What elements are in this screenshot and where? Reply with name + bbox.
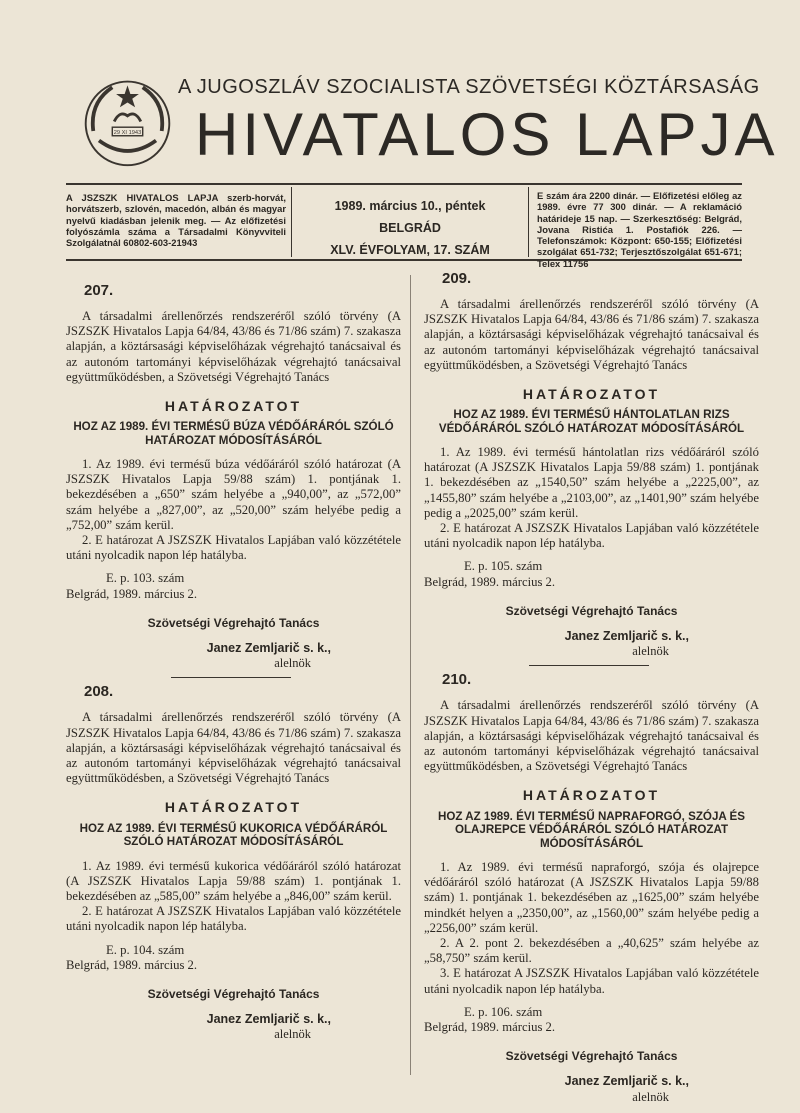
decree-date: Belgrád, 1989. március 2. <box>66 586 198 601</box>
decree-date: Belgrád, 1989. március 2. <box>424 1019 556 1034</box>
state-emblem-icon <box>80 74 175 169</box>
decree-date: Belgrád, 1989. március 2. <box>66 957 198 972</box>
decree-signer: Janez Zemljarič s. k., <box>206 1012 331 1027</box>
decree-paragraph: 2. E határozat A JSZSZK Hivatalos Lapjában való közzététele utáni nyolcadik napon lép hatályba. <box>66 904 401 934</box>
issue-date: 1989. március 10., péntek <box>334 199 486 213</box>
decree-signer-role: alelnök <box>274 1027 311 1042</box>
decree-subject: HOZ AZ 1989. ÉVI TERMÉSŰ NAPRAFORGÓ, SZÓJA ÉS OLAJREPCE VÉDŐÁRÁRÓL SZÓLÓ HATÁROZAT MÓDOSÍTÁSÁRÓL <box>437 809 746 850</box>
decree-paragraph: 1. Az 1989. évi termésű búza védőáráról szóló határozat (A JSZSZK Hivatalos Lapja 59/88 szám) 1. pontjának 1. bekezdésében a „650” szám helyébe a „940,00”, az „572,00” szám helyébe a „827,00”, az „520,00” szám helyébe pedig a „752,00” szám kerül. <box>66 457 401 532</box>
decree-signer-role: alelnök <box>632 644 669 659</box>
decree-heading: HATÁROZATOT <box>522 386 661 403</box>
decree-number: 210. <box>442 671 472 689</box>
decree-council: Szövetségi Végrehajtó Tanács <box>505 1049 678 1064</box>
decree-item <box>424 672 759 1104</box>
decree-date: Belgrád, 1989. március 2. <box>424 574 556 589</box>
decree-paragraph: 2. E határozat A JSZSZK Hivatalos Lapjában való közzététele utáni nyolcadik napon lép hatályba. <box>424 521 759 551</box>
decree-signer-role: alelnök <box>632 1089 669 1104</box>
gazette-title: HIVATALOS LAPJA <box>195 101 779 168</box>
decree-item <box>66 684 401 1042</box>
issue-info <box>300 195 520 261</box>
decree-paragraph: 1. Az 1989. évi termésű napraforgó, szója és olajrepce védőáráról szóló határozat (A JSZSZK Hivatalos Lapja 59/88 szám) 1. pontjának 1. bekezdésében az „1625,00” szám helyébe mindkét helyen a „2350,00”, az „1560,00” szám helyébe pedig a „2256,00” szám kerül. <box>424 859 759 935</box>
decree-number: 207. <box>84 282 114 299</box>
header-divider-right <box>528 187 529 257</box>
decree-subject: HOZ AZ 1989. ÉVI TERMÉSŰ HÁNTOLATLAN RIZS VÉDŐÁRÁRÓL SZÓLÓ HATÁROZAT MÓDOSÍTÁSÁRÓL <box>438 408 745 435</box>
decree-signer: Janez Zemljarič s. k., <box>206 641 331 656</box>
decree-reference: E. p. 104. szám <box>106 942 185 957</box>
publication-info: A JSZSZK HIVATALOS LAPJA szerb-horvát, horvátszerb, szlovén, macedón, albán és magyar nyelvű kiadásban jelenik meg. — Az előfizetési folyószámla száma a Társadalmi Könyvviteli Szolgálatnál 60802-603-21943 <box>66 192 286 249</box>
decree-signer-role: alelnök <box>274 656 311 671</box>
decree-number: 208. <box>84 683 114 701</box>
header-divider-left <box>291 187 292 257</box>
issue-place: BELGRÁD <box>379 221 441 235</box>
decree-heading: HATÁROZATOT <box>164 398 303 415</box>
decree-council: Szövetségi Végrehajtó Tanács <box>147 615 320 630</box>
issue-volume: XLV. ÉVFOLYAM, 17. SZÁM <box>330 243 490 257</box>
right-column <box>424 271 759 1105</box>
supertitle: A JUGOSZLÁV SZOCIALISTA SZÖVETSÉGI KÖZTÁRSASÁG <box>178 76 760 98</box>
decree-reference: E. p. 106. szám <box>464 1004 543 1019</box>
decree-heading: HATÁROZATOT <box>522 787 661 804</box>
decree-reference: E. p. 103. szám <box>106 571 185 586</box>
decree-paragraph: 1. Az 1989. évi termésű hántolatlan rizs védőáráról szóló határozat (A JSZSZK Hivatalos Lapja 59/88 szám) 1. pontjának 1. bekezdésében az „1540,50” szám helyébe a „2225,00”, az „1455,80” szám helyébe a „2103,00”, az „1401,90” szám helyébe pedig a „2025,00” szám kerül. <box>424 445 759 520</box>
decree-paragraph: 3. E határozat A JSZSZK Hivatalos Lapjában való közzététele utáni nyolcadik napon lép hatályba. <box>424 966 759 996</box>
decree-subject: HOZ AZ 1989. ÉVI TERMÉSŰ BÚZA VÉDŐÁRÁRÓL SZÓLÓ HATÁROZAT MÓDOSÍTÁSÁRÓL <box>73 420 394 447</box>
decree-preamble: A társadalmi árellenőrzés rendszeréről szóló törvény (A JSZSZK Hivatalos Lapja 64/84, 43/86 és 71/86 szám) 7. szakasza alapján, a köztársasági képviselőházak végrehajtó tanácsaival és az autonóm tartományi képviselőházak végrehajtó tanácsaival együttműködésben, a Szövetségi Végrehajtó Tanács <box>66 710 401 786</box>
decree-signer: Janez Zemljarič s. k., <box>564 1074 689 1089</box>
decree-paragraph: 2. E határozat A JSZSZK Hivatalos Lapjában való közzététele utáni nyolcadik napon lép hatályba. <box>66 533 401 563</box>
left-column <box>66 283 401 1043</box>
decree-paragraph: 2. A 2. pont 2. bekezdésében a „40,625” szám helyébe az „58,750” szám kerül. <box>424 935 759 966</box>
decree-reference: E. p. 105. szám <box>464 559 543 574</box>
decree-council: Szövetségi Végrehajtó Tanács <box>505 603 678 618</box>
decree-item <box>66 283 401 678</box>
decree-heading: HATÁROZATOT <box>164 799 303 816</box>
decree-item <box>424 271 759 666</box>
decree-preamble: A társadalmi árellenőrzés rendszeréről szóló törvény (A JSZSZK Hivatalos Lapja 64/84, 43/86 és 71/86 szám) 7. szakasza alapján, a köztársasági képviselőházak végrehajtó tanácsaival és az autonóm tartományi képviselőházak végrehajtó tanácsaival együttműködésben, a Szövetségi Végrehajtó Tanács <box>424 297 759 372</box>
decree-signer: Janez Zemljarič s. k., <box>564 629 689 644</box>
header-top-rule <box>66 183 742 185</box>
column-divider <box>410 275 411 1075</box>
decree-preamble: A társadalmi árellenőrzés rendszeréről szóló törvény (A JSZSZK Hivatalos Lapja 64/84, 43/86 és 71/86 szám) 7. szakasza alapján, a köztársasági képviselőházak végrehajtó tanácsaival és az autonóm tartományi képviselőházak végrehajtó tanácsaival együttműködésben, a Szövetségi Végrehajtó Tanács <box>66 309 401 384</box>
decree-council: Szövetségi Végrehajtó Tanács <box>147 986 320 1001</box>
decree-subject: HOZ AZ 1989. ÉVI TERMÉSŰ KUKORICA VÉDŐÁRÁRÓL SZÓLÓ HATÁROZAT MÓDOSÍTÁSÁRÓL <box>79 821 388 849</box>
emblem-date: 29 XI 1943 <box>113 129 142 136</box>
item-separator <box>171 677 291 678</box>
decree-preamble: A társadalmi árellenőrzés rendszeréről szóló törvény (A JSZSZK Hivatalos Lapja 64/84, 43/86 és 71/86 szám) 7. szakasza alapján, a köztársasági képviselőházak végrehajtó tanácsaival és az autonóm tartományi képviselőházak végrehajtó tanácsaival együttműködésben, a Szövetségi Végrehajtó Tanács <box>424 698 759 774</box>
item-separator <box>529 665 649 666</box>
price-contact-info: E szám ára 2200 dinár. — Előfizetési előleg az 1989. évre 77 300 dinár. — A reklamáció határideje 15 nap. — Szerkesztőség: Belgrád, Jovana Ristića 1. Postafiók 226. — Telefonszámok: Központ: 650-155; Előfizetési szolgálat 651-732; Terjesztőszolgálat 651-671; Telex 11756 <box>537 190 742 269</box>
decree-number: 209. <box>442 270 472 287</box>
decree-paragraph: 1. Az 1989. évi termésű kukorica védőáráról szóló határozat (A JSZSZK Hivatalos Lapja 59/88 szám) 1. pontjának 1. bekezdésében az „585,00” szám helyébe a „846,00” szám kerül. <box>66 858 401 903</box>
